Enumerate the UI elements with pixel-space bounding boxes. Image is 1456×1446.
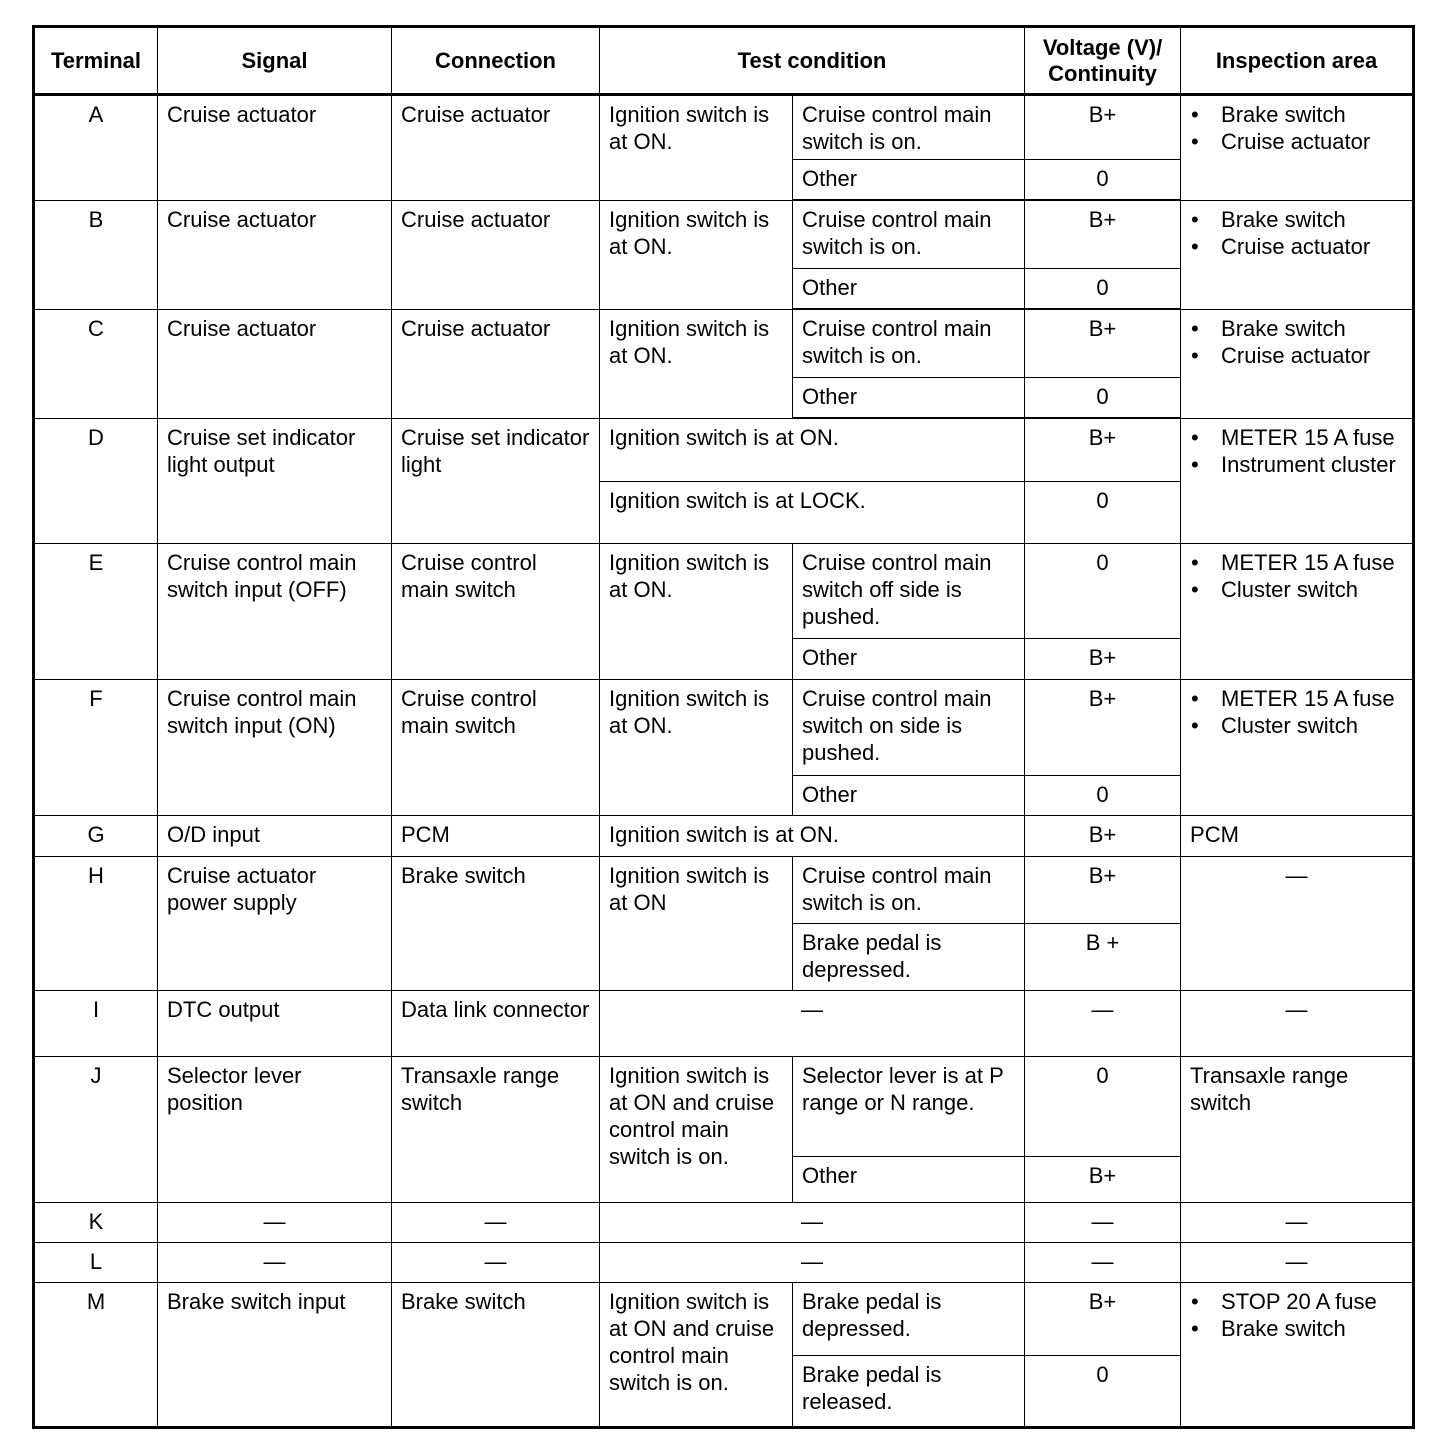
inspection-area-cell: — [1181,1203,1414,1243]
inspection-item: • METER 15 A fuse [1190,685,1403,712]
sub-condition-cell: Other [793,1157,1025,1203]
connection-cell: Transaxle range switch [392,1057,600,1203]
inspection-item: • Instrument cluster [1190,451,1403,478]
inspection-list [1190,685,1403,739]
connection-cell: — [392,1203,600,1243]
test-condition-cell: Ignition switch is at ON. [600,419,1025,482]
connection-cell: Cruise control main switch [392,544,600,680]
sub-condition-cell: Selector lever is at P range or N range. [793,1057,1025,1157]
connection-cell: Cruise actuator [392,201,600,310]
table-row-c [34,310,1414,378]
test-condition-cell: Ignition switch is at ON [600,857,793,991]
table-row-j [34,1057,1414,1157]
signal-cell: O/D input [158,816,392,857]
test-condition-cell: — [600,1243,1025,1283]
voltage-cell: 0 [1025,544,1181,639]
sub-condition-cell: Cruise control main switch is on. [793,201,1025,269]
signal-cell: Cruise actuator [158,310,392,419]
signal-cell: Selector lever position [158,1057,392,1203]
sub-condition-cell: Brake pedal is depressed. [793,1283,1025,1356]
voltage-cell: B+ [1025,816,1181,857]
voltage-cell: — [1025,991,1181,1057]
voltage-cell: 0 [1025,776,1181,816]
sub-condition-cell: Other [793,378,1025,418]
inspection-item: • Cruise actuator [1190,342,1403,369]
signal-cell: Cruise control main switch input (OFF) [158,544,392,680]
inspection-area-cell [1181,201,1414,310]
test-condition-cell: — [600,991,1025,1057]
sub-condition-cell: Cruise control main switch off side is pushed. [793,544,1025,639]
table-header-row [34,27,1414,95]
inspection-area-cell [1181,680,1414,816]
voltage-cell: 0 [1025,1356,1181,1428]
inspection-list [1190,315,1403,369]
test-condition-cell: Ignition switch is at LOCK. [600,482,1025,544]
connection-cell: Cruise actuator [392,95,600,201]
inspection-item: • METER 15 A fuse [1190,549,1403,576]
sub-condition-cell: Other [793,160,1025,200]
sub-condition-cell: Other [793,776,1025,816]
voltage-cell: B+ [1025,1283,1181,1356]
connection-cell: — [392,1243,600,1283]
terminal-cell: M [34,1283,158,1428]
header-terminal: Terminal [34,27,158,95]
test-condition-cell: Ignition switch is at ON. [600,816,1025,857]
header-connection: Connection [392,27,600,95]
terminal-cell: H [34,857,158,991]
table-row-f [34,680,1414,776]
terminal-cell: G [34,816,158,857]
signal-cell: Cruise set indicator light output [158,419,392,544]
inspection-item: • Cruise actuator [1190,233,1403,260]
header-test-condition: Test condition [600,27,1025,95]
table-row-k [34,1203,1414,1243]
table-row-h [34,857,1414,924]
signal-cell: DTC output [158,991,392,1057]
inspection-list [1190,1288,1403,1342]
inspection-area-cell: — [1181,857,1414,991]
test-condition-cell: Ignition switch is at ON and cruise control main switch is on. [600,1283,793,1428]
table-row-m [34,1283,1414,1356]
test-condition-cell: — [600,1203,1025,1243]
terminal-cell: A [34,95,158,201]
sub-condition-cell: Cruise control main switch on side is pushed. [793,680,1025,776]
header-signal: Signal [158,27,392,95]
table-row-g [34,816,1414,857]
signal-cell: — [158,1243,392,1283]
test-condition-cell: Ignition switch is at ON. [600,680,793,816]
header-voltage [1025,27,1181,95]
test-condition-cell: Ignition switch is at ON. [600,310,793,419]
inspection-area-cell [1181,419,1414,544]
table-row-d [34,419,1414,482]
inspection-item: • Cruise actuator [1190,128,1403,155]
test-condition-cell: Ignition switch is at ON and cruise control main switch is on. [600,1057,793,1203]
connection-cell: PCM [392,816,600,857]
connection-cell: Brake switch [392,857,600,991]
terminal-cell: F [34,680,158,816]
inspection-area-cell [1181,310,1414,419]
inspection-area-cell: PCM [1181,816,1414,857]
voltage-cell: 0 [1025,269,1181,309]
inspection-item: • STOP 20 A fuse [1190,1288,1403,1315]
voltage-cell: 0 [1025,1057,1181,1157]
terminal-voltage-table [32,25,1415,1429]
voltage-cell: 0 [1025,482,1181,544]
signal-cell: Cruise control main switch input (ON) [158,680,392,816]
connection-cell: Cruise set indicator light [392,419,600,544]
signal-cell: Brake switch input [158,1283,392,1428]
connection-cell: Data link connector [392,991,600,1057]
voltage-cell: — [1025,1243,1181,1283]
signal-cell: Cruise actuator [158,201,392,310]
voltage-cell: — [1025,1203,1181,1243]
test-condition-cell: Ignition switch is at ON. [600,544,793,680]
sub-condition-cell: Brake pedal is released. [793,1356,1025,1428]
inspection-item: • Cluster switch [1190,712,1403,739]
header-voltage-line2: Continuity [1048,60,1157,86]
inspection-item: • Brake switch [1190,315,1403,342]
terminal-cell: B [34,201,158,310]
table-row-a [34,95,1414,160]
table-row-i [34,991,1414,1057]
inspection-area-cell: Transaxle range switch [1181,1057,1414,1203]
connection-cell: Brake switch [392,1283,600,1428]
inspection-list [1190,424,1403,478]
inspection-item: • Brake switch [1190,206,1403,233]
terminal-cell: E [34,544,158,680]
inspection-area-cell [1181,1283,1414,1428]
terminal-cell: I [34,991,158,1057]
voltage-cell: 0 [1025,378,1181,418]
inspection-item: • METER 15 A fuse [1190,424,1403,451]
voltage-cell: B+ [1025,857,1181,924]
connection-cell: Cruise control main switch [392,680,600,816]
signal-cell: Cruise actuator [158,95,392,201]
inspection-list [1190,549,1403,603]
table-row-e [34,544,1414,639]
header-voltage-line1: Voltage (V)/ [1042,34,1163,60]
voltage-cell: 0 [1025,160,1181,200]
terminal-cell: K [34,1203,158,1243]
test-condition-cell: Ignition switch is at ON. [600,201,793,310]
terminal-cell: C [34,310,158,419]
connection-cell: Cruise actuator [392,310,600,419]
sub-condition-cell: Other [793,639,1025,680]
voltage-cell: B+ [1025,310,1181,378]
voltage-cell: B+ [1025,639,1181,680]
signal-cell: — [158,1203,392,1243]
voltage-cell: B+ [1025,95,1181,160]
table-row-b [34,201,1414,269]
table-row-l [34,1243,1414,1283]
terminal-cell: L [34,1243,158,1283]
sub-condition-cell: Other [793,269,1025,309]
inspection-area-cell: — [1181,991,1414,1057]
inspection-area-cell [1181,95,1414,201]
inspection-area-cell [1181,544,1414,680]
terminal-cell: D [34,419,158,544]
voltage-cell: B+ [1025,680,1181,776]
header-inspection-area: Inspection area [1181,27,1414,95]
terminal-cell: J [34,1057,158,1203]
voltage-cell: B + [1025,924,1181,991]
sub-condition-cell: Cruise control main switch is on. [793,310,1025,378]
sub-condition-cell: Cruise control main switch is on. [793,857,1025,924]
signal-cell: Cruise actuator power supply [158,857,392,991]
inspection-item: • Brake switch [1190,1315,1403,1342]
inspection-area-cell: — [1181,1243,1414,1283]
inspection-list [1190,206,1403,260]
sub-condition-cell: Cruise control main switch is on. [793,95,1025,160]
test-condition-cell: Ignition switch is at ON. [600,95,793,201]
terminal-voltage-table-page [32,25,1415,1429]
inspection-item: • Brake switch [1190,101,1403,128]
inspection-item: • Cluster switch [1190,576,1403,603]
voltage-cell: B+ [1025,419,1181,482]
voltage-cell: B+ [1025,201,1181,269]
voltage-cell: B+ [1025,1157,1181,1203]
inspection-list [1190,101,1403,155]
sub-condition-cell: Brake pedal is depressed. [793,924,1025,991]
